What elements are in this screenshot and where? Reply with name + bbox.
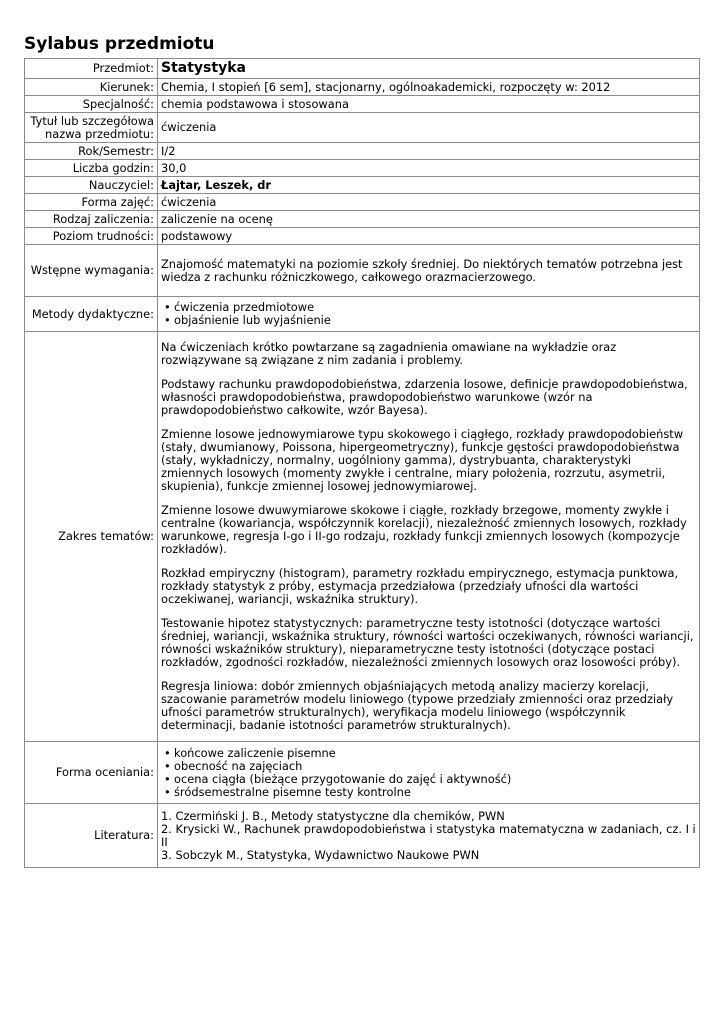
value-kierunek: Chemia, I stopień [6 sem], stacjonarny, ogólnoakademicki, rozpoczęty w: 2012 <box>158 79 700 96</box>
row-kierunek <box>25 79 700 96</box>
value-forma-zajec: ćwiczenia <box>158 194 700 211</box>
topic-paragraph: Rozkład empiryczny (histogram), parametry rozkładu empirycznego, estymacja punktowa, rozkłady statystyk z próby, estymacja przedziałowa (przedziały ufności dla wartości oczekiwanej, wariancji, wskaźnika struktury). <box>161 566 679 606</box>
list-item: • końcowe zaliczenie pisemne <box>161 747 696 760</box>
value-metody <box>158 297 700 332</box>
grading-list <box>161 747 696 799</box>
label-forma-zajec: Forma zajęć: <box>25 194 158 211</box>
topic-paragraph: Zmienne losowe dwuwymiarowe skokowe i ciągłe, rozkłady brzegowe, momenty zwykłe i centralne (kowariancja, współczynnik korelacji), niezależność zmiennych losowych, rozkłady warunkowe, regresja I-go i II-go rodzaju, rozkłady funkcji zmiennych losowych (kompozycje rozkładów). <box>161 503 687 556</box>
label-nauczyciel: Nauczyciel: <box>25 177 158 194</box>
row-ocenianie <box>25 742 700 804</box>
label-zakres: Zakres tematów: <box>25 332 158 742</box>
list-item: • objaśnienie lub wyjaśnienie <box>161 314 696 327</box>
value-wymagania: Znajomość matematyki na poziomie szkoły średniej. Do niektórych tematów potrzebna jest wiedza z rachunku różniczkowego, całkowego orazmacierzowego. <box>158 245 700 297</box>
list-item: • ocena ciągła (bieżące przygotowanie do zajęć i aktywność) <box>161 773 696 786</box>
label-literatura: Literatura: <box>25 804 158 868</box>
methods-list <box>161 301 696 327</box>
row-wymagania <box>25 245 700 297</box>
row-zakres <box>25 332 700 742</box>
row-poziom <box>25 228 700 245</box>
value-specjalnosc: chemia podstawowa i stosowana <box>158 96 700 113</box>
label-poziom: Poziom trudności: <box>25 228 158 245</box>
subject-name: Statystyka <box>161 60 246 76</box>
row-forma-zajec <box>25 194 700 211</box>
label-metody: Metody dydaktyczne: <box>25 297 158 332</box>
topic-paragraph: Testowanie hipotez statystycznych: parametryczne testy istotności (dotyczące wartości średniej, wariancji, wskaźnika struktury, równości wartości oczekiwanych, równości wariancji, równości wskaźników struktury), nieparametryczne testy istotności (dotyczące postaci rozkładów, zgodności rozkładów, niezależności zmiennych losowych oraz losowości próby). <box>161 616 694 669</box>
value-przedmiot <box>158 59 700 79</box>
literature-item: 1. Czermiński J. B., Metody statystyczne dla chemików, PWN <box>161 808 505 823</box>
row-przedmiot <box>25 59 700 79</box>
list-item: • śródsemestralne pisemne testy kontrolne <box>161 786 696 799</box>
value-rok: I/2 <box>158 143 700 160</box>
topic-paragraph: Podstawy rachunku prawdopodobieństwa, zdarzenia losowe, definicje prawdopodobieństwa, własności prawdopodobieństwa, prawdopodobieństwo warunkowe (wzór na prawdopodobieństwo całkowite, wzór Bayesa). <box>161 377 688 417</box>
list-item: • ćwiczenia przedmiotowe <box>161 301 696 314</box>
value-godziny: 30,0 <box>158 160 700 177</box>
value-nauczyciel <box>158 177 700 194</box>
syllabus-table <box>24 58 700 868</box>
topic-paragraph: Na ćwiczeniach krótko powtarzane są zagadnienia omawiane na wykładzie oraz rozwiązywane są związane z nim zadania i problemy. <box>161 340 617 367</box>
topic-paragraph: Regresja liniowa: dobór zmiennych objaśniających metodą analizy macierzy korelacji, szacowanie parametrów modelu liniowego (typowe przedziały zmienności oraz przedziały ufności parametrów strukturalnych), weryfikacja modelu liniowego (współczynnik determinacji, badanie istotności parametrów strukturalnych). <box>161 679 674 732</box>
label-kierunek: Kierunek: <box>25 79 158 96</box>
row-metody <box>25 297 700 332</box>
label-tytul-line1: Tytuł lub szczegółowa <box>30 113 154 128</box>
label-godziny: Liczba godzin: <box>25 160 158 177</box>
literature-item: 2. Krysicki W., Rachunek prawdopodobieństwa i statystyka matematyczna w zadaniach, cz. I i II <box>161 821 696 849</box>
label-rodzaj: Rodzaj zaliczenia: <box>25 211 158 228</box>
row-literatura <box>25 804 700 868</box>
label-rok: Rok/Semestr: <box>25 143 158 160</box>
list-item: • obecność na zajęciach <box>161 760 696 773</box>
row-nauczyciel <box>25 177 700 194</box>
teacher-name: Łajtar, Leszek, dr <box>161 177 272 192</box>
row-specjalnosc <box>25 96 700 113</box>
label-tytul <box>25 113 158 143</box>
value-zakres <box>158 332 700 742</box>
label-tytul-line2: nazwa przedmiotu: <box>45 126 154 141</box>
value-rodzaj: zaliczenie na ocenę <box>158 211 700 228</box>
label-specjalnosc: Specjalność: <box>25 96 158 113</box>
row-tytul <box>25 113 700 143</box>
label-wymagania: Wstępne wymagania: <box>25 245 158 297</box>
value-poziom: podstawowy <box>158 228 700 245</box>
literature-item: 3. Sobczyk M., Statystyka, Wydawnictwo Naukowe PWN <box>161 847 480 862</box>
label-przedmiot: Przedmiot: <box>25 59 158 79</box>
topic-paragraph: Zmienne losowe jednowymiarowe typu skokowego i ciągłego, rozkłady prawdopodobieństw (stały, dwumianowy, Poissona, hipergeometryczny), funkcje gęstości prawdopodobieństwa (stały, wykładniczy, normalny, uogólniony gamma), dystrybuanta, charakterystyki zmiennych losowych (momenty zwykłe i centralne, miary położenia, rozrzutu, asymetrii, skupienia), funkcje zmiennej losowej jednowymiarowej. <box>161 427 684 493</box>
row-rodzaj <box>25 211 700 228</box>
page-title: Sylabus przedmiotu <box>24 34 215 54</box>
row-godziny <box>25 160 700 177</box>
value-literatura <box>158 804 700 868</box>
value-tytul: ćwiczenia <box>158 113 700 143</box>
row-rok <box>25 143 700 160</box>
value-ocenianie <box>158 742 700 804</box>
label-ocenianie: Forma oceniania: <box>25 742 158 804</box>
